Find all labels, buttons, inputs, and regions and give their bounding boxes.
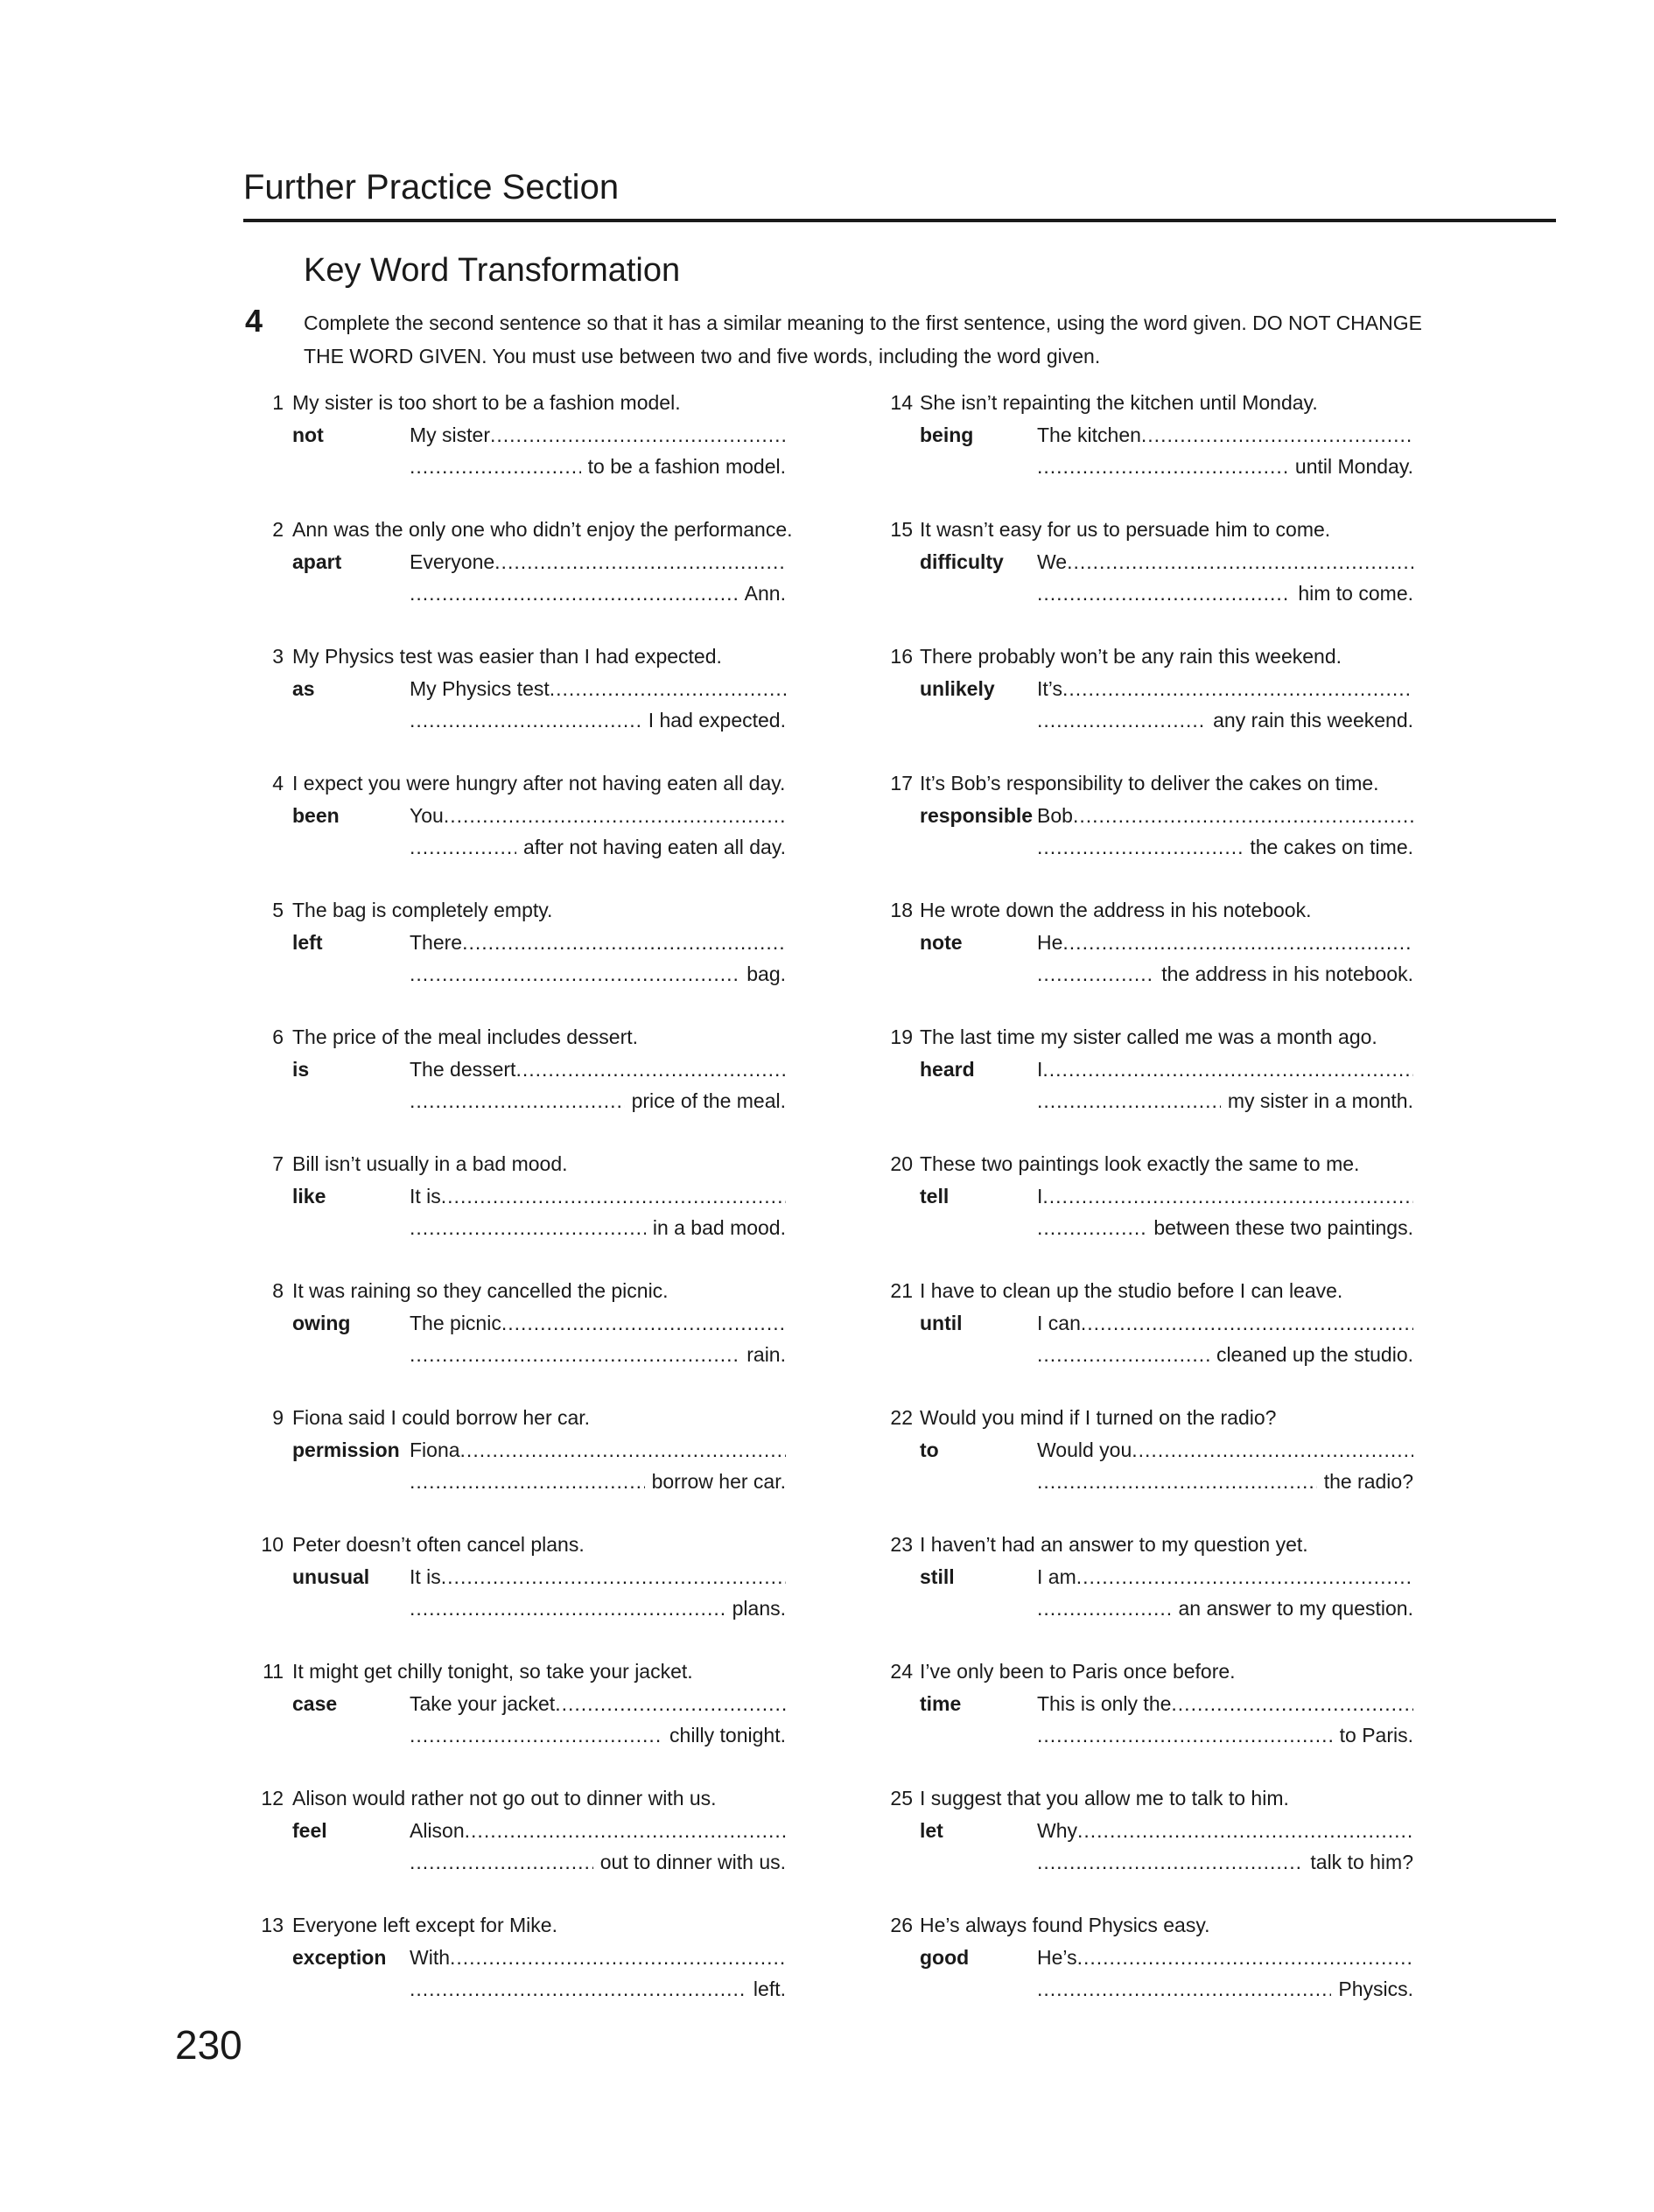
answer-line-end[interactable] [1037,1851,1413,1874]
answer-line-end[interactable] [1037,1089,1413,1113]
answer-line-end[interactable] [410,1724,786,1747]
answer-start-text: With [410,1946,450,1969]
question-sentence: Would you mind if I turned on the radio? [920,1406,1277,1429]
dotted-blank [490,424,786,446]
answer-line-start[interactable] [1037,677,1413,701]
answer-line-end[interactable] [410,962,786,986]
answer-line-end[interactable] [1037,582,1413,606]
answer-line-start[interactable] [1037,804,1413,828]
dotted-blank [462,931,786,954]
question-item [252,1787,812,1914]
question-item [880,899,1440,1026]
dotted-blank [410,1470,645,1494]
answer-line-start[interactable] [1037,931,1413,955]
answer-start-text: I [1037,1185,1043,1208]
dotted-blank [1042,1058,1413,1081]
question-number: 14 [890,391,913,414]
question-sentence: The last time my sister called me was a month ago. [920,1026,1377,1048]
answer-line-end[interactable] [1037,1724,1413,1747]
dotted-blank [410,1724,662,1747]
header-rule [243,219,1556,222]
key-word: good [920,1946,970,1969]
dotted-blank [1067,550,1413,573]
answer-line-end[interactable] [1037,962,1413,986]
dotted-blank [1037,709,1206,732]
question-item [880,645,1440,772]
answer-line-start[interactable] [410,1185,786,1208]
question-item [252,1660,812,1787]
question-item [252,1406,812,1533]
dotted-blank [410,1089,625,1113]
answer-line-end[interactable] [410,1978,786,2001]
answer-start-text: You [410,804,444,827]
question-item [880,391,1440,518]
subsection-title: Key Word Transformation [304,252,681,289]
question-sentence: These two paintings look exactly the same to me. [920,1152,1360,1175]
answer-end-text: an answer to my question. [1178,1597,1413,1620]
dotted-blank [1037,962,1154,986]
question-sentence: The price of the meal includes dessert. [292,1026,639,1048]
key-word: not [292,424,324,446]
page-number: 230 [175,2022,242,2068]
dotted-blank [1037,1851,1303,1874]
dotted-blank [1037,1978,1331,2001]
question-sentence: He’s always found Physics easy. [920,1914,1210,1936]
answer-line-end[interactable] [1037,1597,1413,1620]
question-number: 9 [272,1406,284,1429]
question-item [252,391,812,518]
question-sentence: The bag is completely empty. [292,899,553,921]
answer-line-start[interactable] [1037,1819,1413,1843]
answer-end-text: after not having eaten all day. [522,836,786,858]
question-number: 10 [261,1533,284,1556]
key-word: apart [292,550,342,573]
dotted-blank [460,1438,786,1461]
answer-end-text: Physics. [1338,1978,1413,2000]
question-sentence: Ann was the only one who didn’t enjoy the performance. [292,518,793,541]
answer-line-start[interactable] [410,1819,786,1843]
answer-line-start[interactable] [410,1565,786,1589]
answer-end-text: my sister in a month. [1227,1089,1413,1112]
answer-line-end[interactable] [410,455,786,479]
answer-line-start[interactable] [410,1312,786,1335]
key-word: time [920,1692,962,1715]
answer-line-end[interactable] [1037,1978,1413,2001]
answer-line-end[interactable] [410,1216,786,1240]
question-sentence: It’s Bob’s responsibility to deliver the cakes on time. [920,772,1379,794]
dotted-blank [1171,1692,1413,1715]
key-word: like [292,1185,326,1208]
question-number: 17 [890,772,913,794]
answer-start-text: The dessert [410,1058,516,1081]
question-item [880,1406,1440,1533]
answer-end-text: the address in his notebook. [1161,962,1413,985]
dotted-blank [1037,1343,1209,1367]
answer-line-start[interactable] [1037,424,1413,447]
answer-end-text: bag. [746,962,786,985]
key-word: unlikely [920,677,995,700]
key-word: tell [920,1185,950,1208]
key-word: heard [920,1058,975,1081]
key-word: until [920,1312,963,1334]
question-item [252,772,812,899]
answer-line-start[interactable] [410,1692,786,1716]
question-item [252,1914,812,2040]
dotted-blank [515,1058,786,1081]
answer-end-text: plans. [732,1597,786,1620]
answer-line-end[interactable] [410,1089,786,1113]
answer-end-text: rain. [746,1343,786,1366]
question-number: 22 [890,1406,913,1429]
key-word: is [292,1058,310,1081]
answer-start-text: I am [1037,1565,1076,1588]
key-word: left [292,931,323,954]
question-item [252,1533,812,1660]
question-number: 19 [890,1026,913,1048]
key-word: exception [292,1946,387,1969]
dotted-blank [1037,582,1291,606]
answer-start-text: Everyone [410,550,495,573]
answer-end-text: any rain this weekend. [1213,709,1413,732]
question-number: 4 [272,772,284,794]
question-number: 8 [272,1279,284,1302]
question-number: 2 [272,518,284,541]
answer-end-text: the cakes on time. [1250,836,1413,858]
answer-end-text: to be a fashion model. [587,455,786,478]
answer-end-text: chilly tonight. [669,1724,786,1746]
answer-line-start[interactable] [410,931,786,955]
answer-line-start[interactable] [1037,1438,1413,1462]
question-item [880,1660,1440,1787]
exercise-number: 4 [245,303,263,339]
right-column [880,391,1440,2040]
question-item [880,1279,1440,1406]
key-word: been [292,804,340,827]
question-item [880,1787,1440,1914]
answer-start-text: I [1037,1058,1043,1081]
key-word: responsible [920,804,1034,827]
answer-end-text: talk to him? [1310,1851,1413,1873]
dotted-blank [1077,1819,1413,1842]
answer-start-text: He [1037,931,1063,954]
answer-line-end[interactable] [410,709,786,732]
answer-start-text: Take your jacket [410,1692,556,1715]
answer-start-text: There [410,931,463,954]
question-item [880,518,1440,645]
answer-end-text: borrow her car. [651,1470,786,1493]
dotted-blank [441,1185,786,1208]
left-column [252,391,812,2040]
dotted-blank [1037,1724,1333,1747]
question-item [252,899,812,1026]
question-item [252,1152,812,1279]
question-sentence: Bill isn’t usually in a bad mood. [292,1152,568,1175]
question-item [252,518,812,645]
answer-line-end[interactable] [410,836,786,859]
answer-line-end[interactable] [1037,1343,1413,1367]
dotted-blank [410,962,739,986]
answer-end-text: Ann. [744,582,786,605]
question-sentence: Peter doesn’t often cancel plans. [292,1533,585,1556]
answer-start-text: This is only the [1037,1692,1172,1715]
dotted-blank [444,804,786,827]
answer-start-text: We [1037,550,1068,573]
key-word: owing [292,1312,351,1334]
dotted-blank [450,1946,786,1969]
question-sentence: Alison would rather not go out to dinner with us. [292,1787,717,1810]
key-word: let [920,1819,943,1842]
answer-start-text: The picnic [410,1312,501,1334]
dotted-blank [1062,677,1413,700]
question-sentence: I haven’t had an answer to my question yet. [920,1533,1308,1556]
answer-end-text: out to dinner with us. [599,1851,786,1873]
dotted-blank [410,836,516,859]
dotted-blank [1037,1470,1317,1494]
key-word: to [920,1438,939,1461]
question-sentence: There probably won’t be any rain this weekend. [920,645,1342,668]
dotted-blank [465,1819,786,1842]
dotted-blank [410,1851,593,1874]
question-item [252,1279,812,1406]
question-item [880,1533,1440,1660]
answer-start-text: It’s [1037,677,1062,700]
question-sentence: I expect you were hungry after not having eaten all day. [292,772,786,794]
dotted-blank [1037,836,1243,859]
answer-start-text: Alison [410,1819,465,1842]
dotted-blank [501,1312,786,1334]
answer-end-text: between these two paintings. [1153,1216,1413,1239]
answer-end-text: in a bad mood. [652,1216,786,1239]
dotted-blank [1062,931,1413,954]
dotted-blank [1077,1946,1413,1969]
question-item [880,1026,1440,1152]
answer-end-text: left. [753,1978,786,2000]
dotted-blank [1081,1312,1413,1334]
question-item [880,1914,1440,2040]
answer-end-text: price of the meal. [631,1089,786,1112]
dotted-blank [410,1978,746,2001]
answer-line-end[interactable] [1037,709,1413,732]
question-sentence: Everyone left except for Mike. [292,1914,557,1936]
question-item [880,772,1440,899]
dotted-blank [410,582,738,606]
question-number: 16 [890,645,913,668]
answer-start-text: It is [410,1185,441,1208]
key-word: permission [292,1438,400,1461]
dotted-blank [1141,424,1413,446]
answer-line-start[interactable] [410,677,786,701]
answer-line-start[interactable] [410,1438,786,1462]
answer-line-end[interactable] [1037,455,1413,479]
section-title: Further Practice Section [243,168,620,206]
question-sentence: I suggest that you allow me to talk to him. [920,1787,1289,1810]
answer-line-start[interactable] [410,550,786,574]
dotted-blank [410,455,581,479]
question-item [252,1026,812,1152]
question-sentence: My Physics test was easier than I had expected. [292,645,722,668]
answer-line-end[interactable] [410,1597,786,1620]
key-word: case [292,1692,338,1715]
dotted-blank [1076,1565,1413,1588]
dotted-blank [550,677,786,700]
question-item [880,1152,1440,1279]
dotted-blank [494,550,786,573]
answer-end-text: the radio? [1323,1470,1413,1493]
key-word: being [920,424,974,446]
question-number: 21 [890,1279,913,1302]
dotted-blank [1037,1216,1146,1240]
question-sentence: It wasn’t easy for us to persuade him to come. [920,518,1331,541]
dotted-blank [1132,1438,1413,1461]
answer-end-text: him to come. [1298,582,1413,605]
answer-start-text: My Physics test [410,677,550,700]
dotted-blank [441,1565,786,1588]
question-number: 3 [272,645,284,668]
answer-line-start[interactable] [1037,1565,1413,1589]
answer-line-start[interactable] [1037,1185,1413,1208]
answer-line-start[interactable] [410,1058,786,1082]
answer-end-text: cleaned up the studio. [1216,1343,1413,1366]
answer-start-text: The kitchen [1037,424,1141,446]
question-sentence: Fiona said I could borrow her car. [292,1406,591,1429]
question-number: 25 [890,1787,913,1810]
answer-start-text: I can [1037,1312,1081,1334]
answer-line-end[interactable] [1037,1216,1413,1240]
key-word: note [920,931,963,954]
answer-start-text: It is [410,1565,441,1588]
question-number: 20 [890,1152,913,1175]
question-sentence: It might get chilly tonight, so take your jacket. [292,1660,693,1683]
question-item [252,645,812,772]
answer-line-start[interactable] [1037,1692,1413,1716]
question-number: 13 [261,1914,284,1936]
dotted-blank [1042,1185,1413,1208]
question-number: 26 [890,1914,913,1936]
key-word: unusual [292,1565,370,1588]
answer-start-text: He’s [1037,1946,1077,1969]
key-word: difficulty [920,550,1004,573]
key-word: as [292,677,315,700]
question-sentence: It was raining so they cancelled the picnic. [292,1279,669,1302]
answer-line-end[interactable] [410,1343,786,1367]
dotted-blank [410,1343,739,1367]
question-sentence: He wrote down the address in his notebook. [920,899,1312,921]
answer-start-text: Would you [1037,1438,1132,1461]
question-number: 7 [272,1152,284,1175]
answer-line-end[interactable] [410,582,786,606]
answer-line-start[interactable] [410,424,786,447]
dotted-blank [410,1216,646,1240]
dotted-blank [1037,1089,1221,1113]
key-word: still [920,1565,955,1588]
question-number: 11 [263,1660,284,1683]
answer-start-text: My sister [410,424,490,446]
dotted-blank [1037,1597,1172,1620]
question-number: 1 [272,391,284,414]
dotted-blank [410,1597,725,1620]
question-sentence: I have to clean up the studio before I can leave. [920,1279,1343,1302]
question-sentence: She isn’t repainting the kitchen until Monday. [920,391,1318,414]
answer-line-end[interactable] [1037,836,1413,859]
answer-line-start[interactable] [1037,1312,1413,1335]
key-word: feel [292,1819,327,1842]
answer-end-text: I had expected. [648,709,786,732]
question-number: 12 [261,1787,284,1810]
question-number: 23 [890,1533,913,1556]
answer-end-text: until Monday. [1294,455,1413,478]
question-number: 15 [890,518,913,541]
answer-start-text: Bob [1037,804,1073,827]
question-sentence: I’ve only been to Paris once before. [920,1660,1236,1683]
answer-line-start[interactable] [1037,1058,1413,1082]
answer-line-start[interactable] [1037,1946,1413,1970]
question-number: 6 [272,1026,284,1048]
answer-line-end[interactable] [410,1470,786,1494]
dotted-blank [410,709,641,732]
answer-line-end[interactable] [1037,1470,1413,1494]
question-sentence: My sister is too short to be a fashion model. [292,391,681,414]
answer-end-text: to Paris. [1339,1724,1413,1746]
question-number: 24 [890,1660,913,1683]
exercise-instructions: Complete the second sentence so that it has a similar meaning to the first sentence, using the word given. DO NOT CHANGE THE WORD GIVEN. You must use between two and five words, including the word given. [304,312,1422,368]
answer-line-start[interactable] [410,804,786,828]
dotted-blank [1037,455,1288,479]
question-number: 5 [272,899,284,921]
dotted-blank [555,1692,786,1715]
answer-start-text: Why [1037,1819,1077,1842]
answer-line-start[interactable] [410,1946,786,1970]
dotted-blank [1073,804,1413,827]
answer-start-text: Fiona [410,1438,460,1461]
question-number: 18 [890,899,913,921]
answer-line-end[interactable] [410,1851,786,1874]
answer-line-start[interactable] [1037,550,1413,574]
